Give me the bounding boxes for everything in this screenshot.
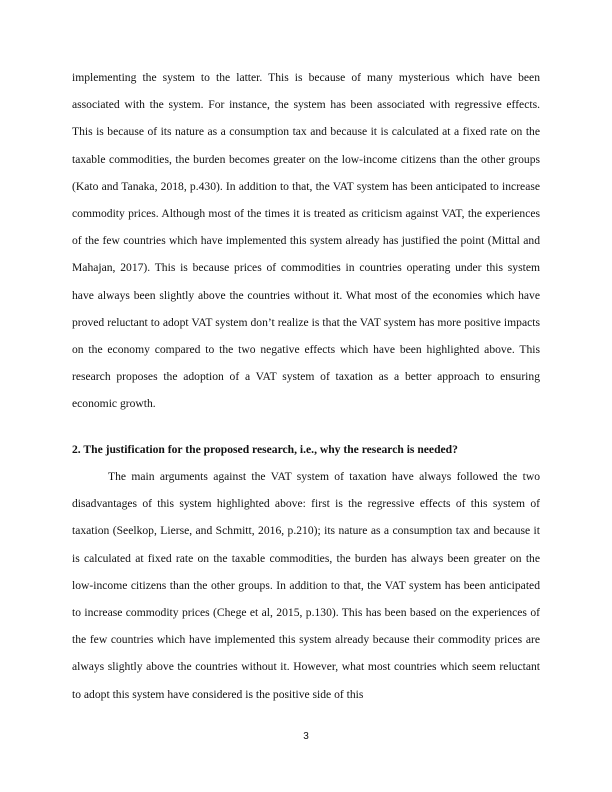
section-heading: 2. The justification for the proposed research, i.e., why the research is needed?	[72, 443, 458, 456]
body-paragraph-2: The main arguments against the VAT system of taxation have always followed the two disadvantages of this system highlighted above: first is the regressive effects of this system of taxation (Seelkop, Lierse, and Schmitt, 2016, p.210); its nature as a consumption tax and because it is calculated at fixed rate on the taxable commodities, the burden has always been greater on the low-income citizens than the other groups. In addition to that, the VAT system has been anticipated to increase commodity prices (Chege et al, 2015, p.130). This has been based on the experiences of the few countries which have implemented this system already because their commodity prices are always slightly above the countries without it. However, what most countries which seem reluctant to adopt this system have considered is the positive side of this	[72, 470, 540, 701]
page-number: 3	[303, 731, 309, 742]
body-paragraph-1: implementing the system to the latter. This is because of many mysterious which have been associated with the system. For instance, the system has been associated with regressive effects. This is because of its nature as a consumption tax and because it is calculated at a fixed rate on the taxable commodities, the burden becomes greater on the low-income citizens than the other groups (Kato and Tanaka, 2018, p.430). In addition to that, the VAT system has been anticipated to increase commodity prices. Although most of the times it is treated as criticism against VAT, the experiences of the few countries which have implemented this system already has justified the point (Mittal and Mahajan, 2017). This is because prices of commodities in countries operating under this system have always been slightly above the countries without it. What most of the economies which have proved reluctant to adopt VAT system don’t realize is that the VAT system has more positive impacts on the economy compared to the two negative effects which have been highlighted above. This research proposes the adoption of a VAT system of taxation as a better approach to ensuring economic growth.	[72, 71, 540, 411]
